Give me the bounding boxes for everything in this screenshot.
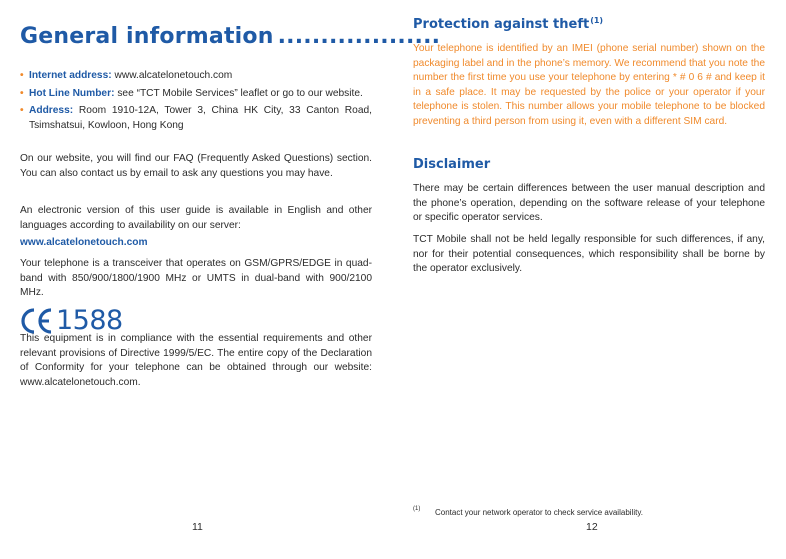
- footnote-mark: (1): [413, 506, 421, 512]
- transceiver-paragraph: Your telephone is a transceiver that operates on GSM/GPRS/EDGE in quad-band with 850/900/1800/1900 MHz or UMTS in dual-band with 900/2100 MHz.: [20, 258, 372, 299]
- left-page: [20, 0, 441, 559]
- page-title: [20, 24, 440, 49]
- title-text: General information: [20, 24, 274, 49]
- right-page: [413, 0, 765, 559]
- page-number-left: 11: [192, 521, 203, 533]
- bullet-icon: •: [20, 87, 24, 99]
- list-item-hotline: [20, 87, 372, 102]
- theft-paragraph: Your telephone is identified by an IMEI (phone serial number) shown on the packaging label and in the phone’s memory. We recommend that you note the number the first time you use your telephone by entering * # 0 6 # and keep it in a safe place. It may be requested by the police or your operator if your telephone is stolen. This number allows your mobile telephone to be blocked preventing a third person from using it, even with a different SIM card.: [413, 43, 765, 127]
- list-item-label: Hot Line Number:: [29, 87, 115, 99]
- list-item-text: www.alcatelonetouch.com: [114, 70, 233, 81]
- disclaimer-paragraph-2: TCT Mobile shall not be held legally responsible for such differences, if any, nor for their potential consequences, which responsibility shall be borne by the operator exclusively.: [413, 234, 765, 275]
- guide-paragraph: An electronic version of this user guide is available in English and other languages according to availability on our server:: [20, 205, 372, 231]
- list-item-label: Internet address:: [29, 70, 112, 81]
- faq-paragraph: On our website, you will find our FAQ (Frequently Asked Questions) section. You can also contact us by email to ask any questions you may have.: [20, 153, 372, 179]
- list-item-internet: [20, 69, 372, 84]
- title-leader: ...................: [277, 24, 441, 49]
- page-number-right: 12: [586, 521, 598, 533]
- bullet-icon: •: [20, 105, 24, 117]
- theft-heading: [413, 16, 603, 32]
- list-item-label: Address:: [29, 105, 74, 117]
- disclaimer-paragraph-1: There may be certain differences between the user manual description and the phone’s operation, depending on the software release of your telephone or specific operator services.: [413, 183, 765, 224]
- bullet-icon: •: [20, 70, 24, 81]
- contact-list: [20, 69, 372, 136]
- theft-heading-text: Protection against theft: [413, 17, 590, 32]
- list-item-text: see “TCT Mobile Services” leaflet or go to our website.: [117, 87, 363, 99]
- footnote-ref: (1): [590, 16, 604, 25]
- footnote-text: Contact your network operator to check service availability.: [435, 508, 643, 517]
- server-link[interactable]: www.alcatelonetouch.com: [20, 237, 148, 248]
- ce-number: 1588: [56, 305, 123, 336]
- list-item-text: Room 1910-12A, Tower 3, China HK City, 33 Canton Road, Tsimshatsui, Kowloon, Hong Kong: [29, 105, 372, 131]
- compliance-paragraph: This equipment is in compliance with the essential requirements and other relevant provisions of Directive 1999/5/EC. The entire copy of the Declaration of Conformity for your telephone can be obtained through our website: www.alcatelonetouch.com.: [20, 333, 372, 388]
- ce-mark-icon: [20, 307, 54, 335]
- disclaimer-heading: Disclaimer: [413, 157, 491, 172]
- list-item-address: [20, 104, 372, 133]
